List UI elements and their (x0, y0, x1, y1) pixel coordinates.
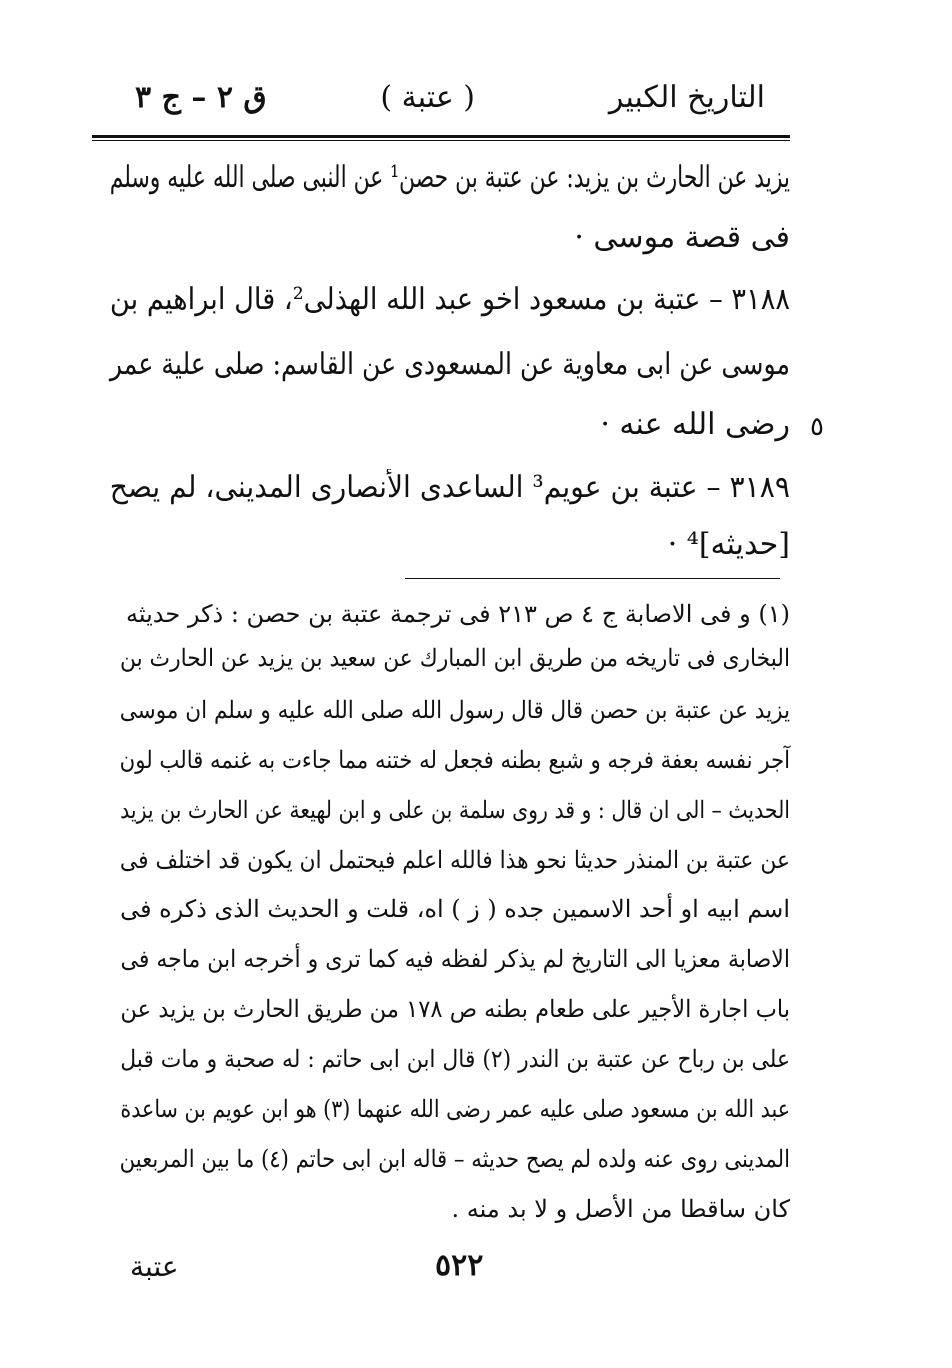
footnote-line: باب اجارة الأجير على طعام بطنه ص ١٧٨ من طريق الحارث بن يزيد عن (120, 995, 790, 1023)
footnote-line: الاصابة معزيا الى التاريخ لم يذكر لفظه فيه كما ترى و أخرجه ابن ماجه فى (120, 945, 791, 973)
catchword: عتبة (130, 1250, 179, 1283)
header-rule (92, 135, 790, 138)
text-line: رضى الله عنه · (600, 407, 790, 442)
volume-reference: ق ٢ – ج ٣ (135, 80, 267, 115)
footnote-line: يزيد عن عتبة بن حصن قال قال رسول الله صلى الله عليه و سلم ان موسى (119, 696, 790, 724)
text-line: [حديثه]⁴ · (667, 527, 790, 562)
footnote-line: عن عتبة بن المنذر حديثا نحو هذا فالله اعلم فيحتمل ان يكون قد اختلف فى (119, 846, 791, 874)
running-header (95, 70, 785, 130)
entry-3188: ٣١٨٨ – عتبة بن مسعود اخو عبد الله الهذلى²، قال ابراهيم بن (109, 282, 790, 317)
footnote-line: البخارى فى تاريخه من طريق ابن المبارك عن سعيد بن يزيد عن الحارث بن (119, 644, 790, 672)
footnote-line: الحديث – الى ان قال : و قد روى سلمة بن على و ابن لهيعة عن الحارث بن يزيد (120, 796, 790, 824)
text-line: يزيد عن الحارث بن يزيد: عن عتبة بن حصن¹ عن النبى صلى الله عليه وسلم (109, 160, 790, 195)
header-rule-thin (92, 140, 790, 141)
section-title: ( عتبة ) (380, 80, 475, 115)
footnote-line: اسم ابيه او أحد الاسمين جده ( ز ) اه، قلت و الحديث الذى ذكره فى (120, 895, 791, 923)
footnote-line: على بن رباح عن عتبة بن الندر (٢) قال ابن ابى حاتم : له صحبة و مات قبل (120, 1045, 790, 1073)
entry-3189: ٣١٨٩ – عتبة بن عويم³ الساعدى الأنصارى المدينى، لم يصح (109, 470, 790, 505)
footnote-line: كان ساقطا من الأصل و لا بد منه . (451, 1195, 790, 1223)
margin-line-number: ٥ (810, 412, 824, 442)
page-number: ٥٢٢ (435, 1248, 484, 1283)
footnote-rule (405, 578, 780, 579)
footnote-line: المدينى روى عنه ولده لم يصح حديثه – قاله ابن ابى حاتم (٤) ما بين المربعين (119, 1145, 790, 1173)
text-line: موسى عن ابى معاوية عن المسعودى عن القاسم: صلى علية عمر (109, 347, 790, 382)
book-title: التاريخ الكبير (608, 80, 765, 115)
footnote-line: عبد الله بن مسعود صلى عليه عمر رضى الله عنهما (٣) هو ابن عويم بن ساعدة (120, 1095, 790, 1123)
footnote-line: آجر نفسه بعفة فرجه و شبع بطنه فجعل له ختنه مما جاءت به غنمه قالب لون (119, 746, 790, 774)
footnote-line: (١) و فى الاصابة ج ٤ ص ٢١٣ فى ترجمة عتبة بن حصن : ذكر حديثه (126, 600, 790, 628)
text-line: فى قصة موسى · (574, 220, 790, 255)
